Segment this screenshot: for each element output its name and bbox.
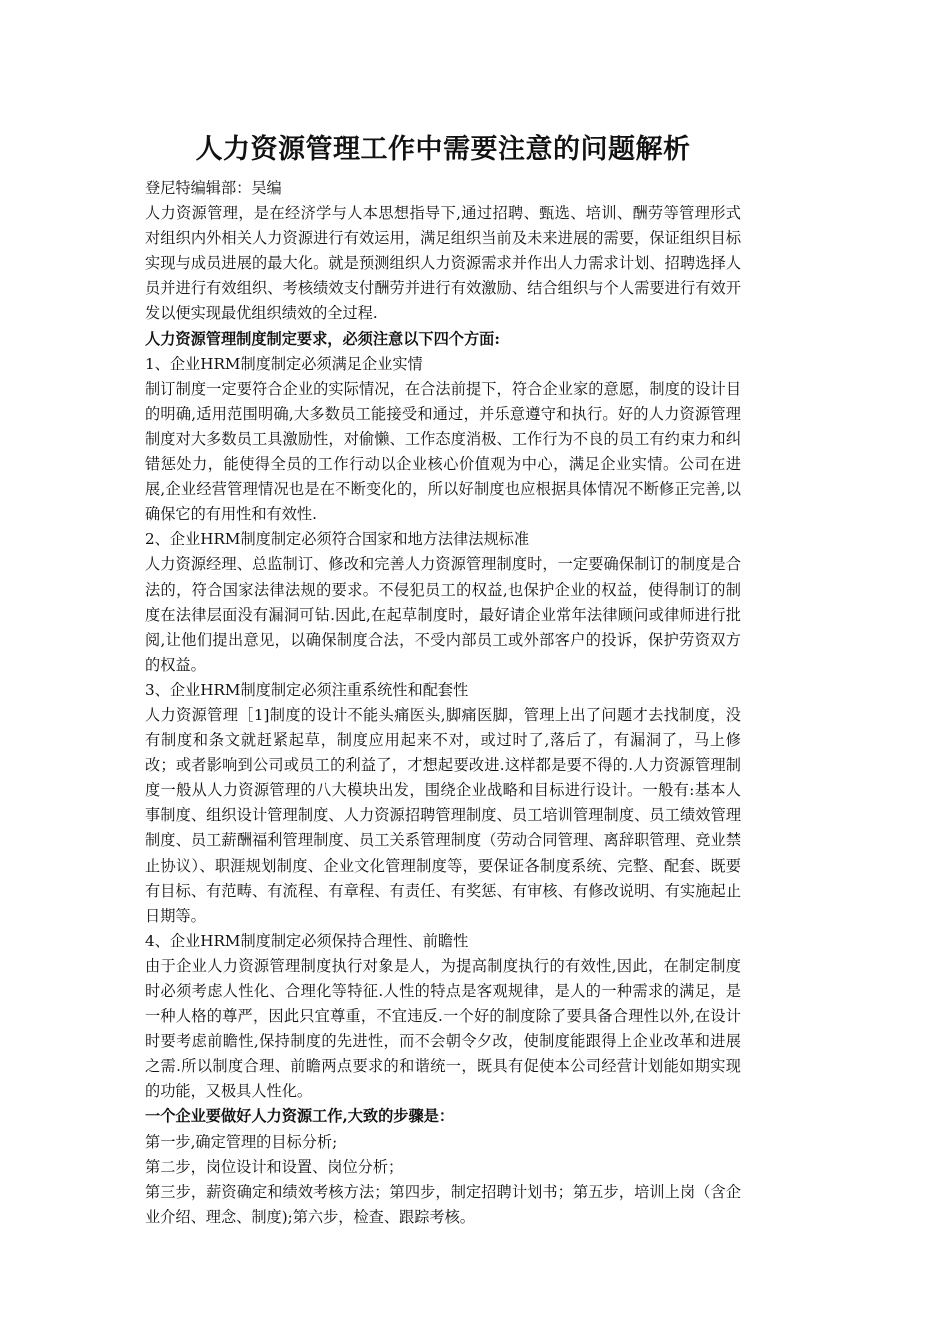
point-body-4: 由于企业人力资源管理制度执行对象是人，为提高制度执行的有效性,因此，在制定制度时必须考虑人性化、合理化等特征.人性的特点是客观规律，是人的一种需求的满足，是一种人格的尊严，因此只宜尊重，不宜违反.一个好的制度除了要具备合理性以外,在设计时要考虑前瞻性,保持制度的先进性，而不会朝令夕改，使制度能跟得上企业改革和进展之需.所以制度合理、前瞻两点要求的和谐统一，既具有促使本公司经营计划能如期实现的功能，又极具人性化。 (145, 956, 741, 1101)
document-page (145, 128, 741, 1230)
point-body-2: 人力资源经理、总监制订、修改和完善人力资源管理制度时，一定要确保制订的制度是合法的，符合国家法律法规的要求。不侵犯员工的权益,也保护企业的权益，使得制订的制度在法律层面没有漏洞可钻.因此,在起草制度时，最好请企业常年法律顾问或律师进行批阅,让他们提出意见，以确保制度合法，不受内部员工或外部客户的投诉，保护劳资双方的权益。 (145, 555, 741, 674)
point-heading-4: 4、企业HRM制度制定必须保持合理性、前瞻性 (145, 931, 469, 950)
point-body-1: 制订制度一定要符合企业的实际情况，在合法前提下，符合企业家的意愿，制度的设计目的明确,适用范围明确,大多数员工能接受和通过，并乐意遵守和执行。好的人力资源管理制度对大多数员工具激励性，对偷懒、工作态度消极、工作行为不良的员工有约束力和纠错惩处力，能使得全员的工作行动以企业核心价值观为中心，满足企业实情。公司在进展,企业经营管理情况也是在不断变化的，所以好制度也应根据具体情况不断修正完善,以确保它的有用性和有效性. (145, 379, 741, 524)
point-heading-2: 2、企业HRM制度制定必须符合国家和地方法律法规标准 (145, 530, 530, 549)
byline: 登尼特编辑部：吴编 (145, 179, 282, 197)
section-heading-requirements: 人力资源管理制度制定要求，必须注意以下四个方面: (145, 329, 500, 348)
point-heading-1: 1、企业HRM制度制定必须满足企业实情 (145, 354, 423, 373)
intro-paragraph: 人力资源管理，是在经济学与人本思想指导下,通过招聘、甄选、培训、酬劳等管理形式对组织内外相关人力资源进行有效运用，满足组织当前及未来进展的需要，保证组织目标实现与成员进展的最大化。就是预测组织人力资源需求并作出人力需求计划、招聘选择人员并进行有效组织、考核绩效支付酬劳并进行有效激励、结合组织与个人需要进行有效开发以便实现最优组织绩效的全过程. (145, 204, 741, 323)
section-heading-steps: 一个企业要做好人力资源工作,大致的步骤是： (145, 1107, 455, 1126)
document-title: 人力资源管理工作中需要注意的问题解析 (195, 134, 691, 165)
point-heading-3: 3、企业HRM制度制定必须注重系统性和配套性 (145, 680, 469, 699)
step-3-6: 第三步，薪资确定和绩效考核方法；第四步，制定招聘计划书；第五步，培训上岗（含企业介绍、理念、制度);第六步，检查、跟踪考核。 (145, 1182, 741, 1226)
step-2: 第二步，岗位设计和设置、岗位分析； (145, 1157, 404, 1176)
point-body-3: 人力资源管理［1]制度的设计不能头痛医头,脚痛医脚，管理上出了问题才去找制度，没有制度和条文就赶紧起草，制度应用起来不对，或过时了,落后了，有漏洞了，马上修改；或者影响到公司或员工的利益了，才想起要改进.这样都是要不得的.人力资源管理制度一般从人力资源管理的八大模块出发，围绕企业战略和目标进行设计。一般有:基本人事制度、组织设计管理制度、人力资源招聘管理制度、员工培训管理制度、员工绩效管理制度、员工薪酬福利管理制度、员工关系管理制度（劳动合同管理、离辞职管理、竞业禁止协议）、职涯规划制度、企业文化管理制度等，要保证各制度系统、完整、配套、既要有目标、有范畴、有流程、有章程、有责任、有奖惩、有审核、有修改说明、有实施起止日期等。 (145, 705, 741, 925)
step-1: 第一步,确定管理的目标分析; (145, 1132, 338, 1151)
